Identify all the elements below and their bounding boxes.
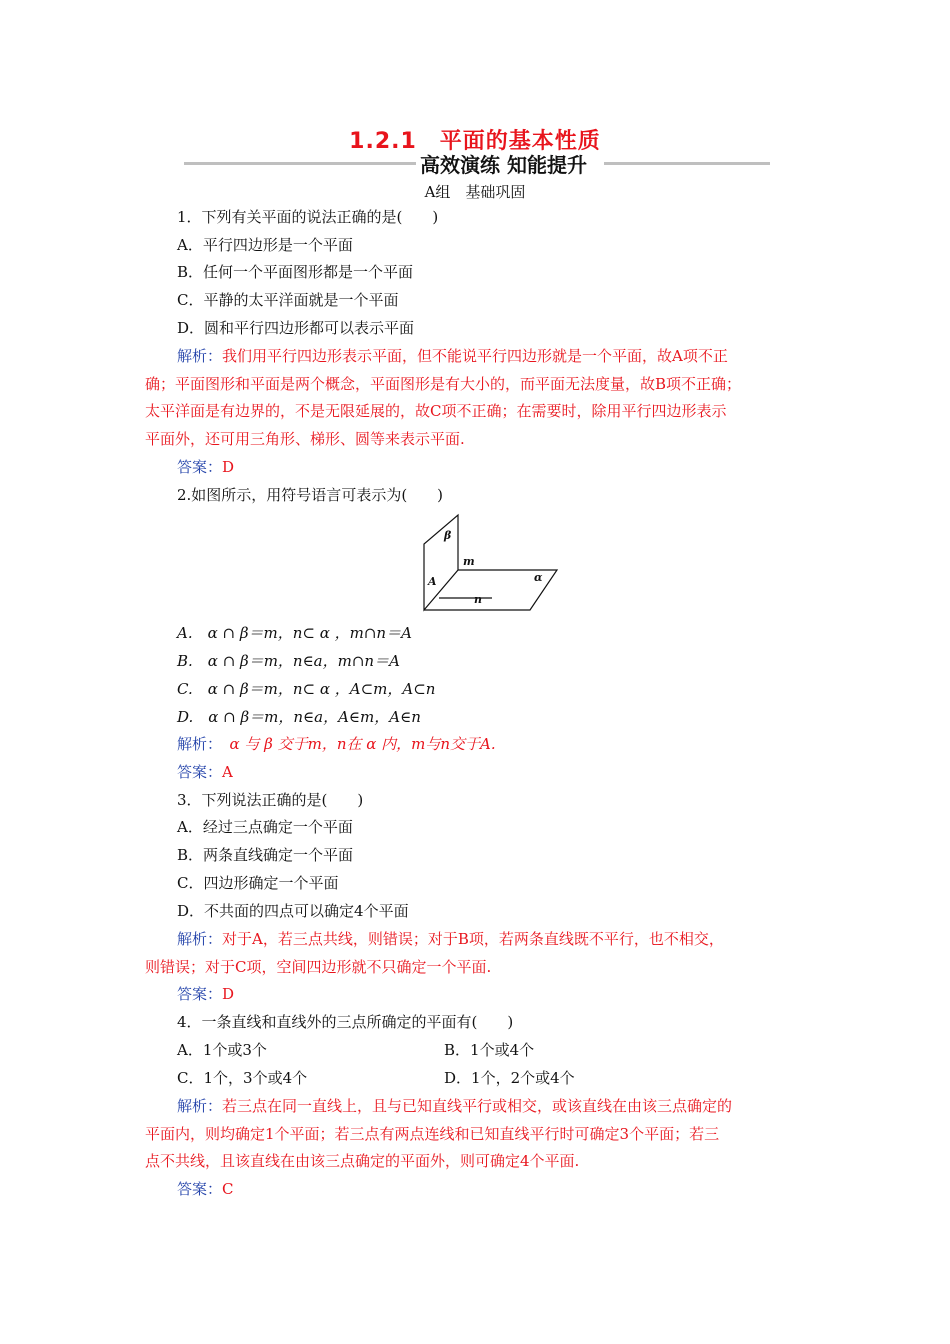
banner-rule-left (184, 162, 416, 165)
q1-answer (177, 457, 234, 477)
q4-analysis-line-2: 平面内，则均确定1个平面；若三点有两点连线和已知直线平行时可确定3个平面；若三 (145, 1125, 720, 1143)
q3-option-b: B．两条直线确定一个平面 (177, 846, 354, 864)
q1-analysis-line-3: 太平洋面是有边界的，不是无限延展的，故C项不正确；在需要时，除用平行四边形表示 (145, 402, 727, 420)
label-beta: β (444, 529, 452, 542)
q2-option-b: B. α ∩ β＝m，n∈a，m∩n＝A (177, 652, 400, 670)
banner-rule-right (604, 162, 770, 165)
q3-stem: 3．下列说法正确的是( ) (177, 791, 364, 809)
q2-option-a: A. α ∩ β＝m，n⊂ α ，m∩n＝A (177, 624, 412, 642)
q4-option-d: D．1个，2个或4个 (444, 1069, 575, 1087)
analysis-line: 对于A，若三点共线，则错误；对于B项，若两条直线既不平行，也不相交， (222, 930, 724, 948)
label-n: n (474, 593, 482, 606)
q2-stem: 2.如图所示，用符号语言可表示为( ) (177, 486, 444, 504)
q3-option-d: D．不共面的四点可以确定4个平面 (177, 902, 409, 920)
analysis-label: 解析： (177, 735, 215, 753)
answer-value: D (222, 458, 235, 476)
analysis-label: 解析： (177, 930, 223, 948)
answer-label: 答案： (177, 1180, 223, 1198)
q3-analysis-line-2: 则错误；对于C项，空间四边形就不只确定一个平面. (145, 958, 492, 976)
q2-option-c: C. α ∩ β＝m，n⊂ α ，A⊂m，A⊂n (177, 680, 436, 698)
q4-option-a: A．1个或3个 (177, 1041, 267, 1059)
q4-option-b: B．1个或4个 (444, 1041, 535, 1059)
q1-option-d: D．圆和平行四边形都可以表示平面 (177, 319, 415, 337)
q4-option-c: C．1个，3个或4个 (177, 1069, 308, 1087)
analysis-line: α 与 β 交于m，n在 α 内，m与n交于A. (214, 735, 496, 753)
q3-answer (177, 984, 234, 1004)
q3-option-a: A．经过三点确定一个平面 (177, 818, 353, 836)
q4-answer (177, 1179, 234, 1199)
label-A: A (428, 575, 437, 588)
q1-option-a: A．平行四边形是一个平面 (177, 236, 353, 254)
q3-analysis (177, 929, 724, 949)
label-alpha: α (534, 571, 543, 584)
analysis-label: 解析： (177, 1097, 223, 1115)
answer-label: 答案： (177, 985, 223, 1003)
answer-label: 答案： (177, 763, 223, 781)
q2-analysis (177, 734, 496, 754)
q2-answer (177, 762, 233, 782)
q1-analysis-line-4: 平面外，还可用三角形、梯形、圆等来表示平面. (145, 430, 465, 448)
answer-value: A (222, 763, 233, 781)
analysis-label: 解析： (177, 347, 223, 365)
answer-label: 答案： (177, 458, 223, 476)
analysis-line: 若三点在同一直线上，且与已知直线平行或相交，或该直线在由该三点确定的 (222, 1097, 733, 1115)
q4-analysis (177, 1096, 732, 1116)
q1-option-c: C．平静的太平洋面就是一个平面 (177, 291, 399, 309)
q3-option-c: C．四边形确定一个平面 (177, 874, 339, 892)
banner-text: 高效演练 知能提升 (420, 153, 587, 177)
label-m: m (463, 555, 475, 568)
q1-analysis (177, 346, 728, 366)
q1-option-b: B．任何一个平面图形都是一个平面 (177, 263, 414, 281)
q4-analysis-line-3: 点不共线，且该直线在由该三点确定的平面外，则可确定4个平面. (145, 1152, 580, 1170)
analysis-line: 我们用平行四边形表示平面，但不能说平行四边形就是一个平面，故A项不正 (222, 347, 728, 365)
q1-stem: 1．下列有关平面的说法正确的是( ) (177, 208, 439, 226)
q1-analysis-line-2: 确；平面图形和平面是两个概念，平面图形是有大小的，而平面无法度量，故B项不正确； (145, 375, 742, 393)
answer-value: D (222, 985, 235, 1003)
answer-value: C (222, 1180, 234, 1198)
plane-beta-outline (424, 515, 458, 610)
group-heading: A组 基础巩固 (424, 183, 526, 201)
q2-option-d: D. α ∩ β＝m，n∈a，A∈m，A∈n (177, 708, 421, 726)
q4-stem: 4．一条直线和直线外的三点所确定的平面有( ) (177, 1013, 514, 1031)
planes-figure (414, 512, 564, 616)
section-banner (184, 149, 770, 177)
page-title: 1.2.1 平面的基本性质 (349, 129, 601, 154)
